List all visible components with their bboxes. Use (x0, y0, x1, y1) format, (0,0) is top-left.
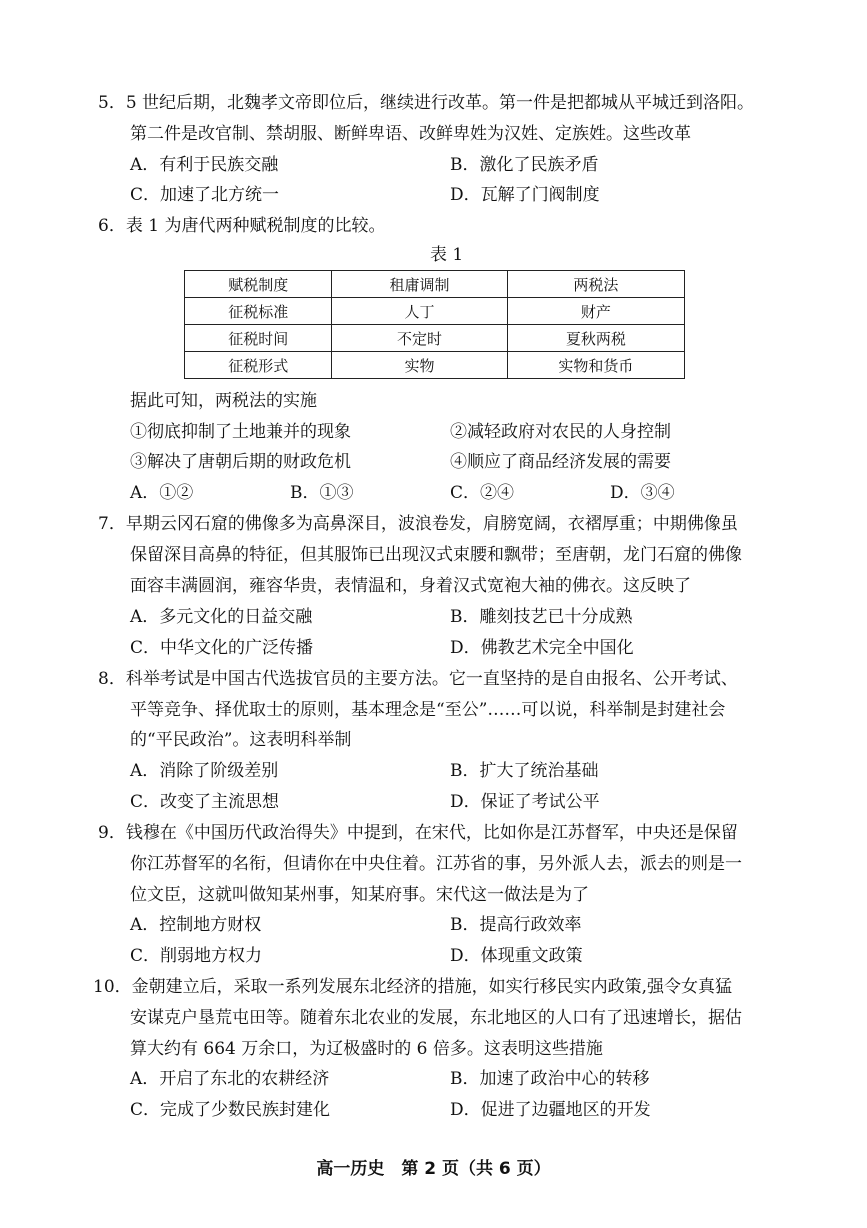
question-9-option-a[interactable]: A．控制地方财权 (130, 915, 262, 935)
question-6-option-c[interactable]: C．②④ (450, 483, 515, 503)
question-7-option-c[interactable]: C．中华文化的广泛传播 (130, 638, 314, 658)
question-9-option-c[interactable]: C．削弱地方权力 (130, 946, 263, 966)
question-6-statement-2: ②减轻政府对农民的人身控制 (450, 422, 671, 442)
question-7-number: 7． (98, 514, 126, 534)
question-10-line-2: 安谋克户垦荒屯田等。随着东北农业的发展，东北地区的人口有了迅速增长，据估 (130, 1008, 742, 1028)
table-caption: 表 1 (430, 245, 464, 265)
question-7-line-3: 面容丰满圆润，雍容华贵，表情温和，身着汉式宽袍大袖的佛衣。这反映了 (130, 576, 691, 596)
question-6-statement-3: ③解决了唐朝后期的财政危机 (130, 452, 351, 472)
question-9-text: 钱穆在《中国历代政治得失》中提到，在宋代，比如你是江苏督军，中央还是保留 (125, 823, 738, 843)
table-row (185, 325, 685, 352)
table-cell: 夏秋两税 (507, 325, 684, 352)
question-8-option-c[interactable]: C．改变了主流思想 (130, 792, 280, 812)
table-cell: 征税时间 (185, 325, 332, 352)
question-9-option-b[interactable]: B．提高行政效率 (450, 915, 582, 935)
question-10-option-a[interactable]: A．开启了东北的农耕经济 (130, 1069, 330, 1089)
question-8-number: 8． (98, 669, 126, 689)
tax-comparison-table (184, 270, 685, 379)
question-6-prompt: 据此可知，两税法的实施 (130, 391, 317, 411)
question-8-option-b[interactable]: B．扩大了统治基础 (450, 761, 599, 781)
table-cell: 实物和货币 (507, 352, 684, 379)
question-9-line-3: 位文臣，这就叫做知某州事，知某府事。宋代这一做法是为了 (130, 885, 589, 905)
question-6-option-b[interactable]: B．①③ (290, 483, 354, 503)
table-cell: 征税标准 (185, 298, 332, 325)
question-9-line-2: 你江苏督军的名衔，但请你在中央住着。江苏省的事，另外派人去，派去的则是一 (130, 854, 742, 874)
question-10-option-b[interactable]: B．加速了政治中心的转移 (450, 1069, 650, 1089)
question-8-option-a[interactable]: A．消除了阶级差别 (130, 761, 279, 781)
question-9-line-1 (98, 822, 738, 844)
question-7-option-a[interactable]: A．多元文化的日益交融 (130, 607, 313, 627)
question-8-line-3: 的“平民政治”。这表明科举制 (130, 730, 352, 750)
question-6-text: 表 1 为唐代两种赋税制度的比较。 (125, 216, 386, 236)
question-8-line-2: 平等竞争、择优取士的原则，基本理念是“至公”……可以说，科举制是封建社会 (130, 700, 726, 720)
question-8-option-d[interactable]: D．保证了考试公平 (450, 792, 600, 812)
table-cell: 实物 (332, 352, 507, 379)
question-7-line-1 (98, 513, 738, 535)
table-cell: 租庸调制 (332, 271, 507, 298)
question-7-option-d[interactable]: D．佛教艺术完全中国化 (450, 638, 634, 658)
question-7-line-2: 保留深目高鼻的特征，但其服饰已出现汉式束腰和飘带；至唐朝，龙门石窟的佛像 (130, 545, 742, 565)
table-row (185, 298, 685, 325)
table-row (185, 352, 685, 379)
question-10-number: 10． (93, 977, 132, 997)
table-cell: 财产 (507, 298, 684, 325)
question-6-option-a[interactable]: A．①② (130, 483, 194, 503)
question-5-number: 5． (98, 93, 126, 113)
question-8-line-1 (98, 668, 738, 690)
question-6-statement-4: ④顺应了商品经济发展的需要 (450, 452, 671, 472)
question-10-line-3: 算大约有 664 万余口，为辽极盛时的 6 倍多。这表明这些措施 (130, 1039, 603, 1059)
question-5-option-a[interactable]: A．有利于民族交融 (130, 155, 279, 175)
question-5-line-1 (98, 92, 754, 114)
question-10-option-d[interactable]: D．促进了边疆地区的开发 (450, 1100, 651, 1120)
question-7-option-b[interactable]: B．雕刻技艺已十分成熟 (450, 607, 633, 627)
question-9-number: 9． (98, 823, 126, 843)
question-5-option-b[interactable]: B．激化了民族矛盾 (450, 155, 599, 175)
question-5-option-d[interactable]: D．瓦解了门阀制度 (450, 185, 600, 205)
table-cell: 两税法 (507, 271, 684, 298)
question-10-option-c[interactable]: C．完成了少数民族封建化 (130, 1100, 331, 1120)
table-cell: 人丁 (332, 298, 507, 325)
table-cell: 赋税制度 (185, 271, 332, 298)
question-6-statement-1: ①彻底抑制了土地兼并的现象 (130, 422, 351, 442)
table-cell: 不定时 (332, 325, 507, 352)
question-10-line-1 (93, 976, 732, 998)
page-footer: 高一历史 第 2 页（共 6 页） (316, 1159, 551, 1179)
question-6-number: 6． (98, 216, 126, 236)
question-5-text: 5 世纪后期，北魏孝文帝即位后，继续进行改革。第一件是把都城从平城迁到洛阳。 (125, 93, 755, 113)
question-5-option-c[interactable]: C．加速了北方统一 (130, 185, 280, 205)
question-9-option-d[interactable]: D．体现重文政策 (450, 946, 583, 966)
question-10-text: 金朝建立后，采取一系列发展东北经济的措施，如实行移民实内政策,强令女真猛 (131, 977, 733, 997)
question-6-option-d[interactable]: D．③④ (610, 483, 675, 503)
table-row (185, 271, 685, 298)
question-7-text: 早期云冈石窟的佛像多为高鼻深目，波浪卷发，肩膀宽阔，衣褶厚重；中期佛像虽 (125, 514, 738, 534)
table-cell: 征税形式 (185, 352, 332, 379)
question-8-text: 科举考试是中国古代选拔官员的主要方法。它一直坚持的是自由报名、公开考试、 (125, 669, 738, 689)
question-5-line-2: 第二件是改官制、禁胡服、断鲜卑语、改鲜卑姓为汉姓、定族姓。这些改革 (130, 124, 691, 144)
question-6-line-1 (98, 215, 385, 237)
